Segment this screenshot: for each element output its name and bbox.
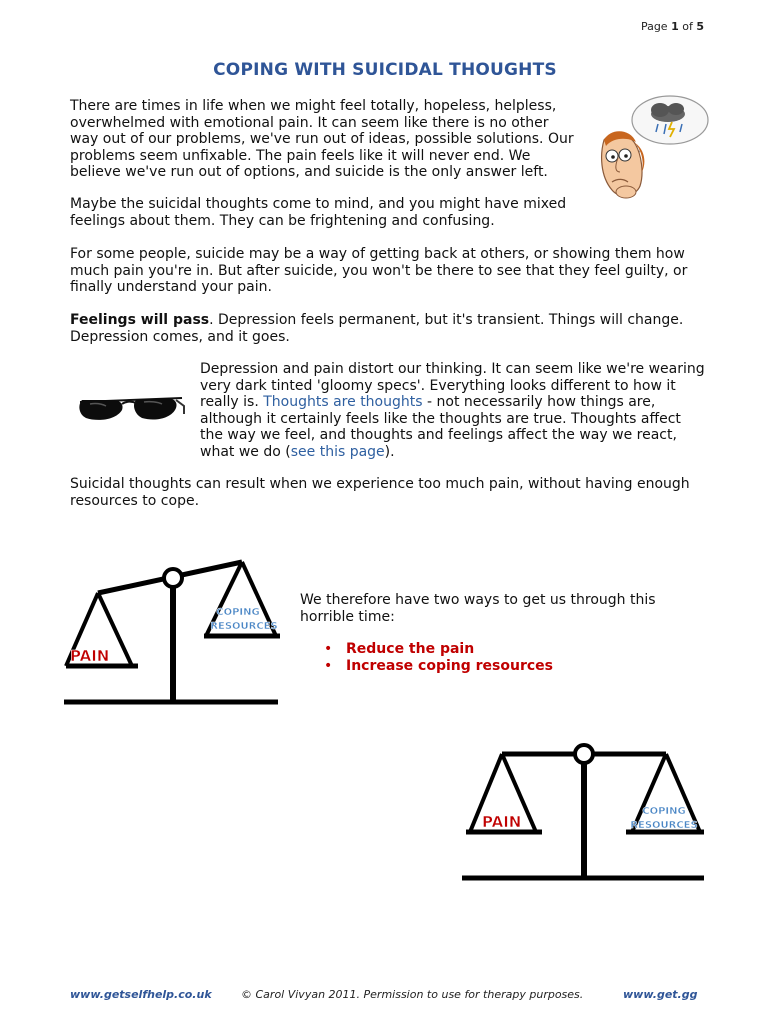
scale1-resources-label: RESOURCES xyxy=(210,621,278,632)
scale-pain-heavy-diagram xyxy=(60,548,290,710)
list-item: • Reduce the pain xyxy=(324,641,475,657)
gloomy-specs-paragraph: Depression and pain distort our thinking. It can seem like we're wearing very dark tinted 'gloomy specs'. Everything looks different to how it really is. Thoughts are thoughts - not necessarily how things are, although it certainly feels like the thoughts are true. Thoughts affect the way we feel, and thoughts and feelings affect the way we react, what we do (see this page). xyxy=(200,361,705,460)
thoughts-are-thoughts-link[interactable]: Thoughts are thoughts xyxy=(263,394,423,410)
two-ways-paragraph: We therefore have two ways to get us through this horrible time: xyxy=(300,592,656,625)
footer-copyright: © Carol Vivyan 2011. Permission to use for therapy purposes. xyxy=(241,988,584,1001)
footer-website-link[interactable]: www.getselfhelp.co.uk xyxy=(70,988,212,1001)
page-number: Page 1 of 5 xyxy=(640,20,704,33)
intro-paragraph: There are times in life when we might feel totally, hopeless, helpless, overwhelmed with emotional pain. It can seem like there is no other way out of our problems, we've run out of ideas, possible solutions. Our problems seem unfixable. The pain feels like it will never end. We believe we've run out of options, and suicide is the only answer left. xyxy=(70,98,574,180)
page-title: COPING WITH SUICIDAL THOUGHTS xyxy=(213,60,557,80)
scale-balanced-diagram xyxy=(460,728,710,890)
mixed-feelings-paragraph: Maybe the suicidal thoughts come to mind, and you might have mixed feelings about them. They can be frightening and confusing. xyxy=(70,196,567,229)
two-ways-list xyxy=(322,641,702,674)
scale1-pain-label: PAIN xyxy=(70,647,110,665)
getting-back-paragraph: For some people, suicide may be a way of getting back at others, or showing them how much pain you're in. But after suicide, you won't be there to see that they feel guilty, or finally understand your pain. xyxy=(70,246,688,295)
scale2-resources-label: RESOURCES xyxy=(630,820,698,831)
footer-short-link[interactable]: www.get.gg xyxy=(623,988,698,1001)
increase-coping-item: Increase coping resources xyxy=(346,657,553,674)
feelings-will-pass-heading: Feelings will pass xyxy=(70,312,210,328)
reduce-pain-item: Reduce the pain xyxy=(346,641,475,657)
suicidal-thoughts-paragraph: Suicidal thoughts can result when we experience too much pain, without having enough resources to cope. xyxy=(70,476,690,509)
worried-man-illustration xyxy=(590,92,720,204)
feelings-will-pass-paragraph: Feelings will pass. Depression feels permanent, but it's transient. Things will change. Depression comes, and it goes. xyxy=(70,312,684,345)
list-item: • Increase coping resources xyxy=(324,657,553,674)
sunglasses-illustration xyxy=(76,390,186,430)
scale2-coping-label: COPING xyxy=(642,806,686,817)
scale2-pain-label: PAIN xyxy=(482,813,522,831)
see-this-page-link[interactable]: see this page xyxy=(290,443,385,460)
scale1-coping-label: COPING xyxy=(216,607,260,618)
